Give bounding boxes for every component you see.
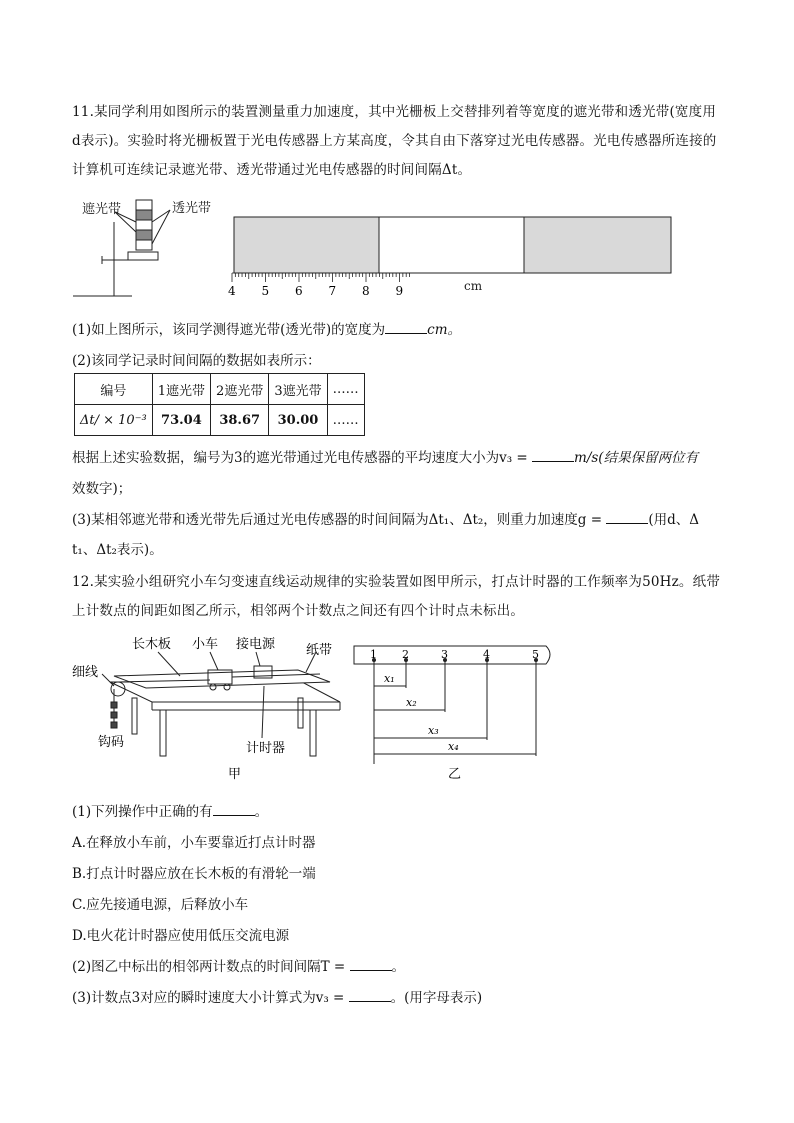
- table-header: 1遮光带: [152, 374, 210, 405]
- span-label: x₄: [448, 740, 459, 753]
- data-table: [74, 373, 365, 436]
- table-cell: 38.67: [211, 405, 269, 436]
- q11-s2b: 根据上述实验数据，编号为3的遮光带通过光电传感器的平均速度大小为v₃ = m/s(结果保留两位有: [72, 450, 699, 466]
- ruler: [232, 273, 410, 282]
- option-d: D.电火花计时器应使用低压交流电源: [72, 928, 290, 944]
- table-cell: ……: [327, 405, 364, 436]
- span-label: x₃: [428, 724, 439, 737]
- span-label: x₁: [384, 672, 395, 685]
- option-c: C.应先接通电源，后释放小车: [72, 897, 249, 913]
- table-header: 2遮光带: [211, 374, 269, 405]
- label-power: 接电源: [236, 637, 276, 652]
- ruler-tick-label: 4: [228, 284, 236, 298]
- answer-blank[interactable]: [349, 989, 391, 1002]
- table-row: [75, 405, 365, 436]
- label-weight: 钩码: [98, 735, 125, 750]
- q11-intro: 11.某同学利用如图所示的装置测量重力加速度，其中光栅板上交替排列着等宽度的遮光带和透光带(宽度用d表示)。实验时将光栅板置于光电传感器上方某高度，令其自由下落穿过光电传感器。光电传感器所连接的计算机可连续记录遮光带、透光带通过光电传感器的时间间隔Δt。: [72, 104, 717, 178]
- q11-s2: (2)该同学记录时间间隔的数据如表所示：: [72, 353, 321, 369]
- q12-intro: 12.某实验小组研究小车匀变速直线运动规律的实验装置如图甲所示，打点计时器的工作频率为50Hz。纸带上计数点的间距如图乙所示，相邻两个计数点之间还有四个计时点未标出。: [72, 574, 721, 619]
- q11-s3c: t₁、Δt₂表示)。: [72, 542, 163, 558]
- q11-figure: [70, 192, 680, 307]
- point-label: 5: [532, 648, 539, 661]
- option-b: B.打点计时器应放在长木板的有滑轮一端: [72, 866, 316, 882]
- table-header: 编号: [75, 374, 153, 405]
- span-label: x₂: [406, 696, 417, 709]
- label-long-board: 长木板: [132, 637, 172, 652]
- ruler-tick-label: 5: [261, 284, 270, 298]
- table-header-row: [75, 374, 365, 405]
- grating-plate: [234, 217, 671, 273]
- label-light-band: 透光带: [172, 201, 212, 216]
- point-label: 1: [370, 648, 377, 661]
- q12-s2: (2)图乙中标出的相邻两计数点的时间间隔T = 。: [72, 959, 406, 975]
- caption-b: 乙: [448, 767, 462, 782]
- q12-figure-a: [70, 630, 355, 785]
- q11-s1: (1)如上图所示，该同学测得遮光带(透光带)的宽度为 cm。: [72, 322, 462, 338]
- table-header: ……: [327, 374, 364, 405]
- point-label: 3: [441, 648, 448, 661]
- label-cart: 小车: [192, 637, 219, 652]
- answer-blank[interactable]: [213, 803, 255, 816]
- answer-blank[interactable]: [385, 321, 427, 334]
- answer-blank[interactable]: [350, 958, 392, 971]
- label-string: 细线: [72, 665, 99, 680]
- ruler-tick-label: 6: [295, 284, 303, 298]
- q11-s3: (3)某相邻遮光带和透光带先后通过光电传感器的时间间隔为Δt₁、Δt₂，则重力加速度g = (用d、Δ: [72, 512, 700, 528]
- label-dark-band: 遮光带: [82, 202, 122, 217]
- answer-blank[interactable]: [606, 511, 648, 524]
- q12-s3: (3)计数点3对应的瞬时速度大小计算式为v₃ = 。(用字母表示): [72, 990, 483, 1006]
- point-label: 2: [402, 648, 409, 661]
- option-a: A.在释放小车前，小车要靠近打点计时器: [72, 835, 316, 851]
- q12-figure-b: [350, 640, 560, 785]
- point-label: 4: [483, 648, 490, 661]
- table-row-label: Δt/ × 10⁻³: [75, 405, 153, 436]
- answer-blank[interactable]: [532, 449, 574, 462]
- caption-a: 甲: [228, 767, 242, 782]
- label-tape: 纸带: [306, 643, 333, 658]
- q12-s1: (1)下列操作中正确的有 。: [72, 804, 269, 820]
- table-header: 3遮光带: [269, 374, 327, 405]
- table-cell: 30.00: [269, 405, 327, 436]
- label-timer: 计时器: [246, 741, 286, 756]
- table-cell: 73.04: [152, 405, 210, 436]
- ruler-unit: cm: [464, 279, 483, 293]
- ruler-tick-label: 8: [362, 284, 370, 298]
- ruler-labels: [228, 284, 403, 298]
- ruler-tick-label: 9: [395, 284, 404, 298]
- q11-s2c: 效数字)；: [72, 481, 132, 497]
- ruler-tick-label: 7: [328, 284, 337, 298]
